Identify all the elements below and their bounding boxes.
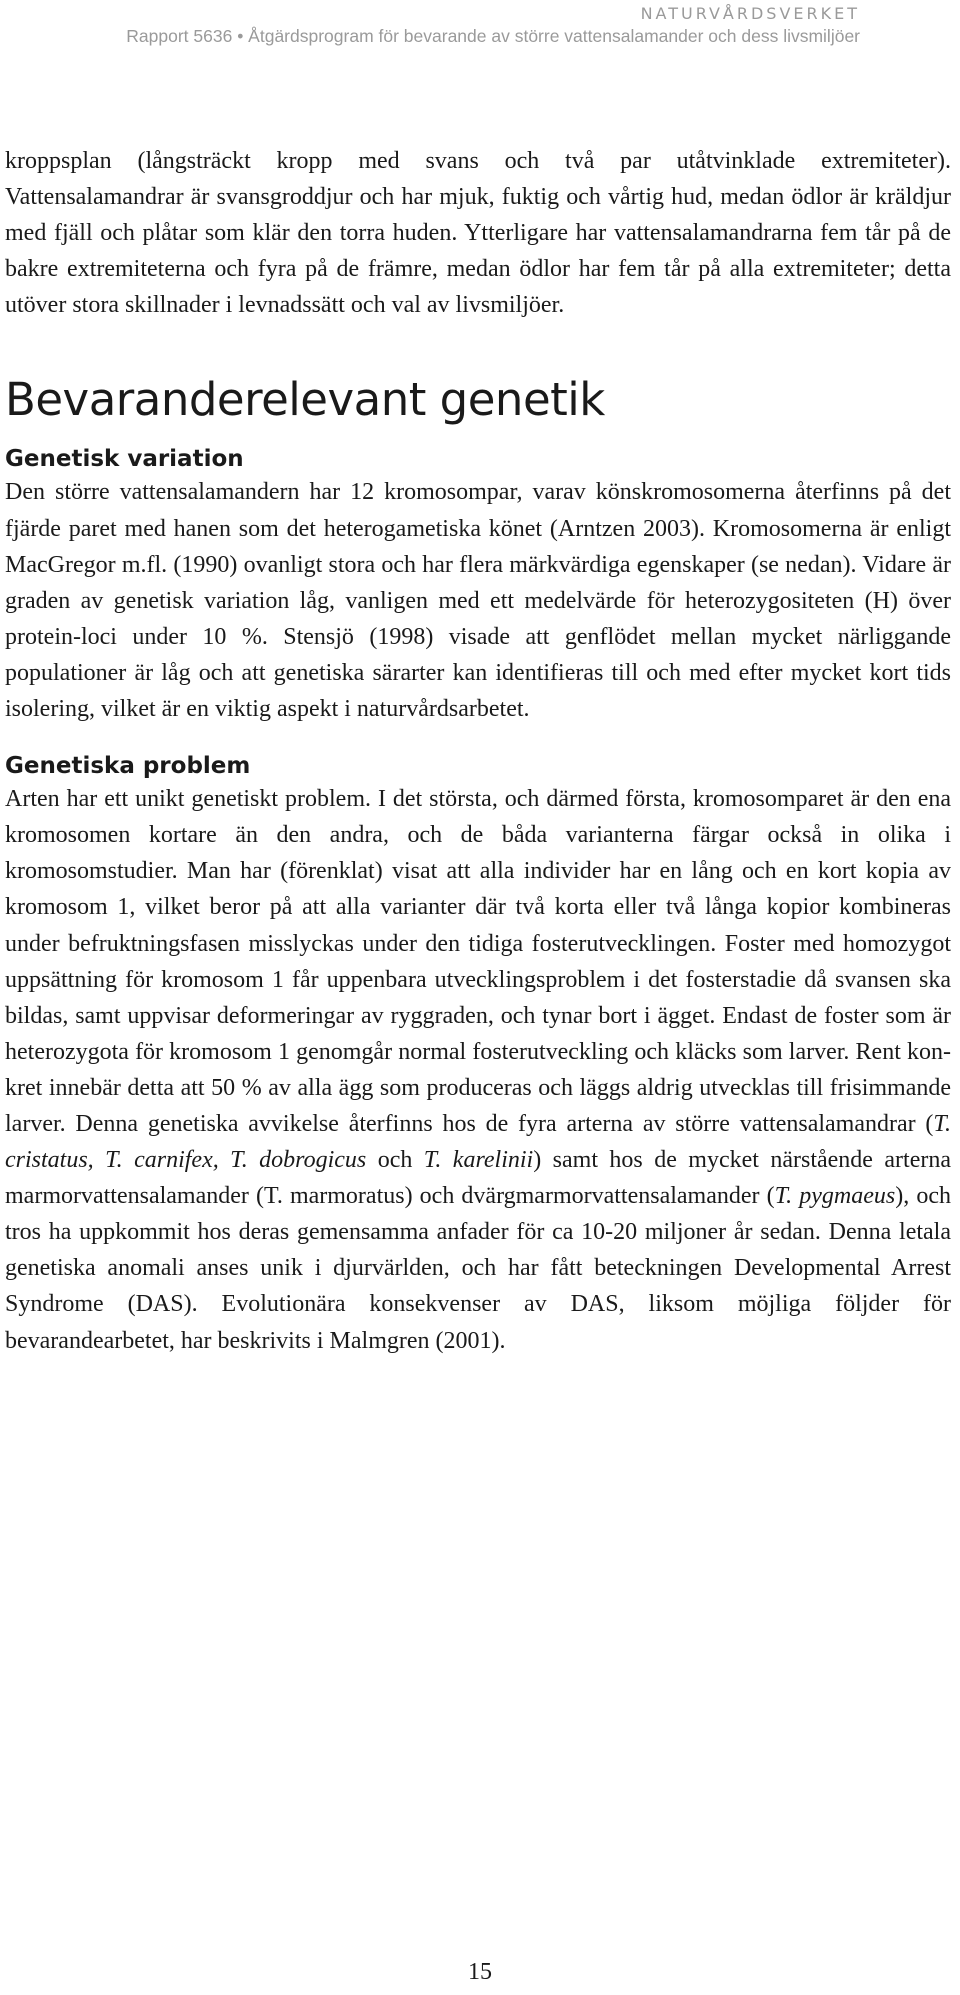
genetic-problems-heading: Genetiska problem <box>5 753 251 780</box>
species-name: T. pygmaeus <box>774 1183 896 1210</box>
genetic-variation-heading: Genetisk variation <box>5 446 244 473</box>
paragraph-text: ), och tros ha uppkommit hos deras gemensamma anfader för ca 10-20 miljoner år sedan. Denna letala genetiska anomali anses unik i djurvärlden, och har fått beteckningen Developmental Arrest Syndrome (DAS). Evolutionära konsekvenser av DAS, liksom möjliga följder för bevarandearbetet, har beskrivits i Malmgren (2001). <box>5 1183 951 1354</box>
paragraph-text: och <box>366 1147 424 1174</box>
paragraph-text: ) samt hos de mycket närstående arterna marmorvattensalamander (T. marmoratus) och dvärgmarmorvattensalamander ( <box>5 1147 951 1210</box>
agency-name: NATURVÅRDSVERKET <box>640 4 860 23</box>
paragraph-text: Arten har ett unikt genetiskt problem. I det största, och därmed första, kromosomparet är den ena kromosomen kortare än den andra, och de båda varianterna färgar också in olika i kromosomstudier. Man har (förenklat) visat att alla individer har en lång och en kort kopia av kromosom 1, vilket beror på att alla varianter där två korta eller två långa kopior kombineras under befruktningsfasen misslyckas under den tidiga fosterutvecklingen. Foster med homozygot uppsättning för kromosom 1 får uppenbara utvecklingsproblem i det fosterstadie då svansen ska bildas, samt uppvisar deformeringar av ryggraden, och tynar bort i ägget. Endast de foster som är heterozygota för kromosom 1 genomgår normal fosterutveckling och kläcks som larver. Rent konkret innebär detta att 50 % av alla ägg som produceras och läggs aldrig utvecklas till frisimmande larver. Denna genetiska avvikelse återfinns hos de fyra arterna av större vattensalamandrar ( <box>5 786 951 1137</box>
section-title: Bevaranderelevant genetik <box>5 373 605 427</box>
species-name: T. karelinii <box>423 1147 534 1174</box>
page-header <box>0 4 860 48</box>
page-content <box>5 143 951 1359</box>
intro-paragraph: kroppsplan (långsträckt kropp med svans och två par utåtvinklade extremiteter). Vattensalamandrar är svansgroddjur och har mjuk, fuktig och vårtig hud, medan ödlor är kräldjur med fjäll och plåtar som klär den torra huden. Ytterligare har vattensalamandrarna fem tår på de bakre extremiteterna och fyra på de främre, medan ödlor har fem tår på alla extremiteter; detta utöver stora skillnader i levnadssätt och val av livsmiljöer. <box>5 148 951 319</box>
report-title: Rapport 5636 • Åtgärdsprogram för bevarande av större vattensalamander och dess livsmiljöer <box>126 26 860 46</box>
genetic-problems-paragraph <box>5 781 951 1359</box>
species-names: T. cristatus, T. carnifex, T. dobrogicus <box>5 1110 951 1174</box>
genetic-variation-paragraph: Den större vattensalamandern har 12 kromosompar, varav könskromosomerna återfinns på det fjärde paret med hanen som det heterogametiska könet (Arntzen 2003). Kromosomerna är enligt MacGregor m.fl. (1990) ovanligt stora och har flera märkvärdiga egenskaper (se nedan). Vidare är graden av genetisk variation låg, vanligen med ett medelvärde för heterozygositeten (H) över protein-loci under 10 %. Stensjö (1998) visade att genflödet mellan mycket närliggande populationer är låg och att genetiska särarter kan identifieras till och med efter mycket kort tids isolering, vilket är en viktig aspekt i naturvårdsarbetet. <box>5 479 951 723</box>
page-number: 15 <box>468 1959 492 1985</box>
